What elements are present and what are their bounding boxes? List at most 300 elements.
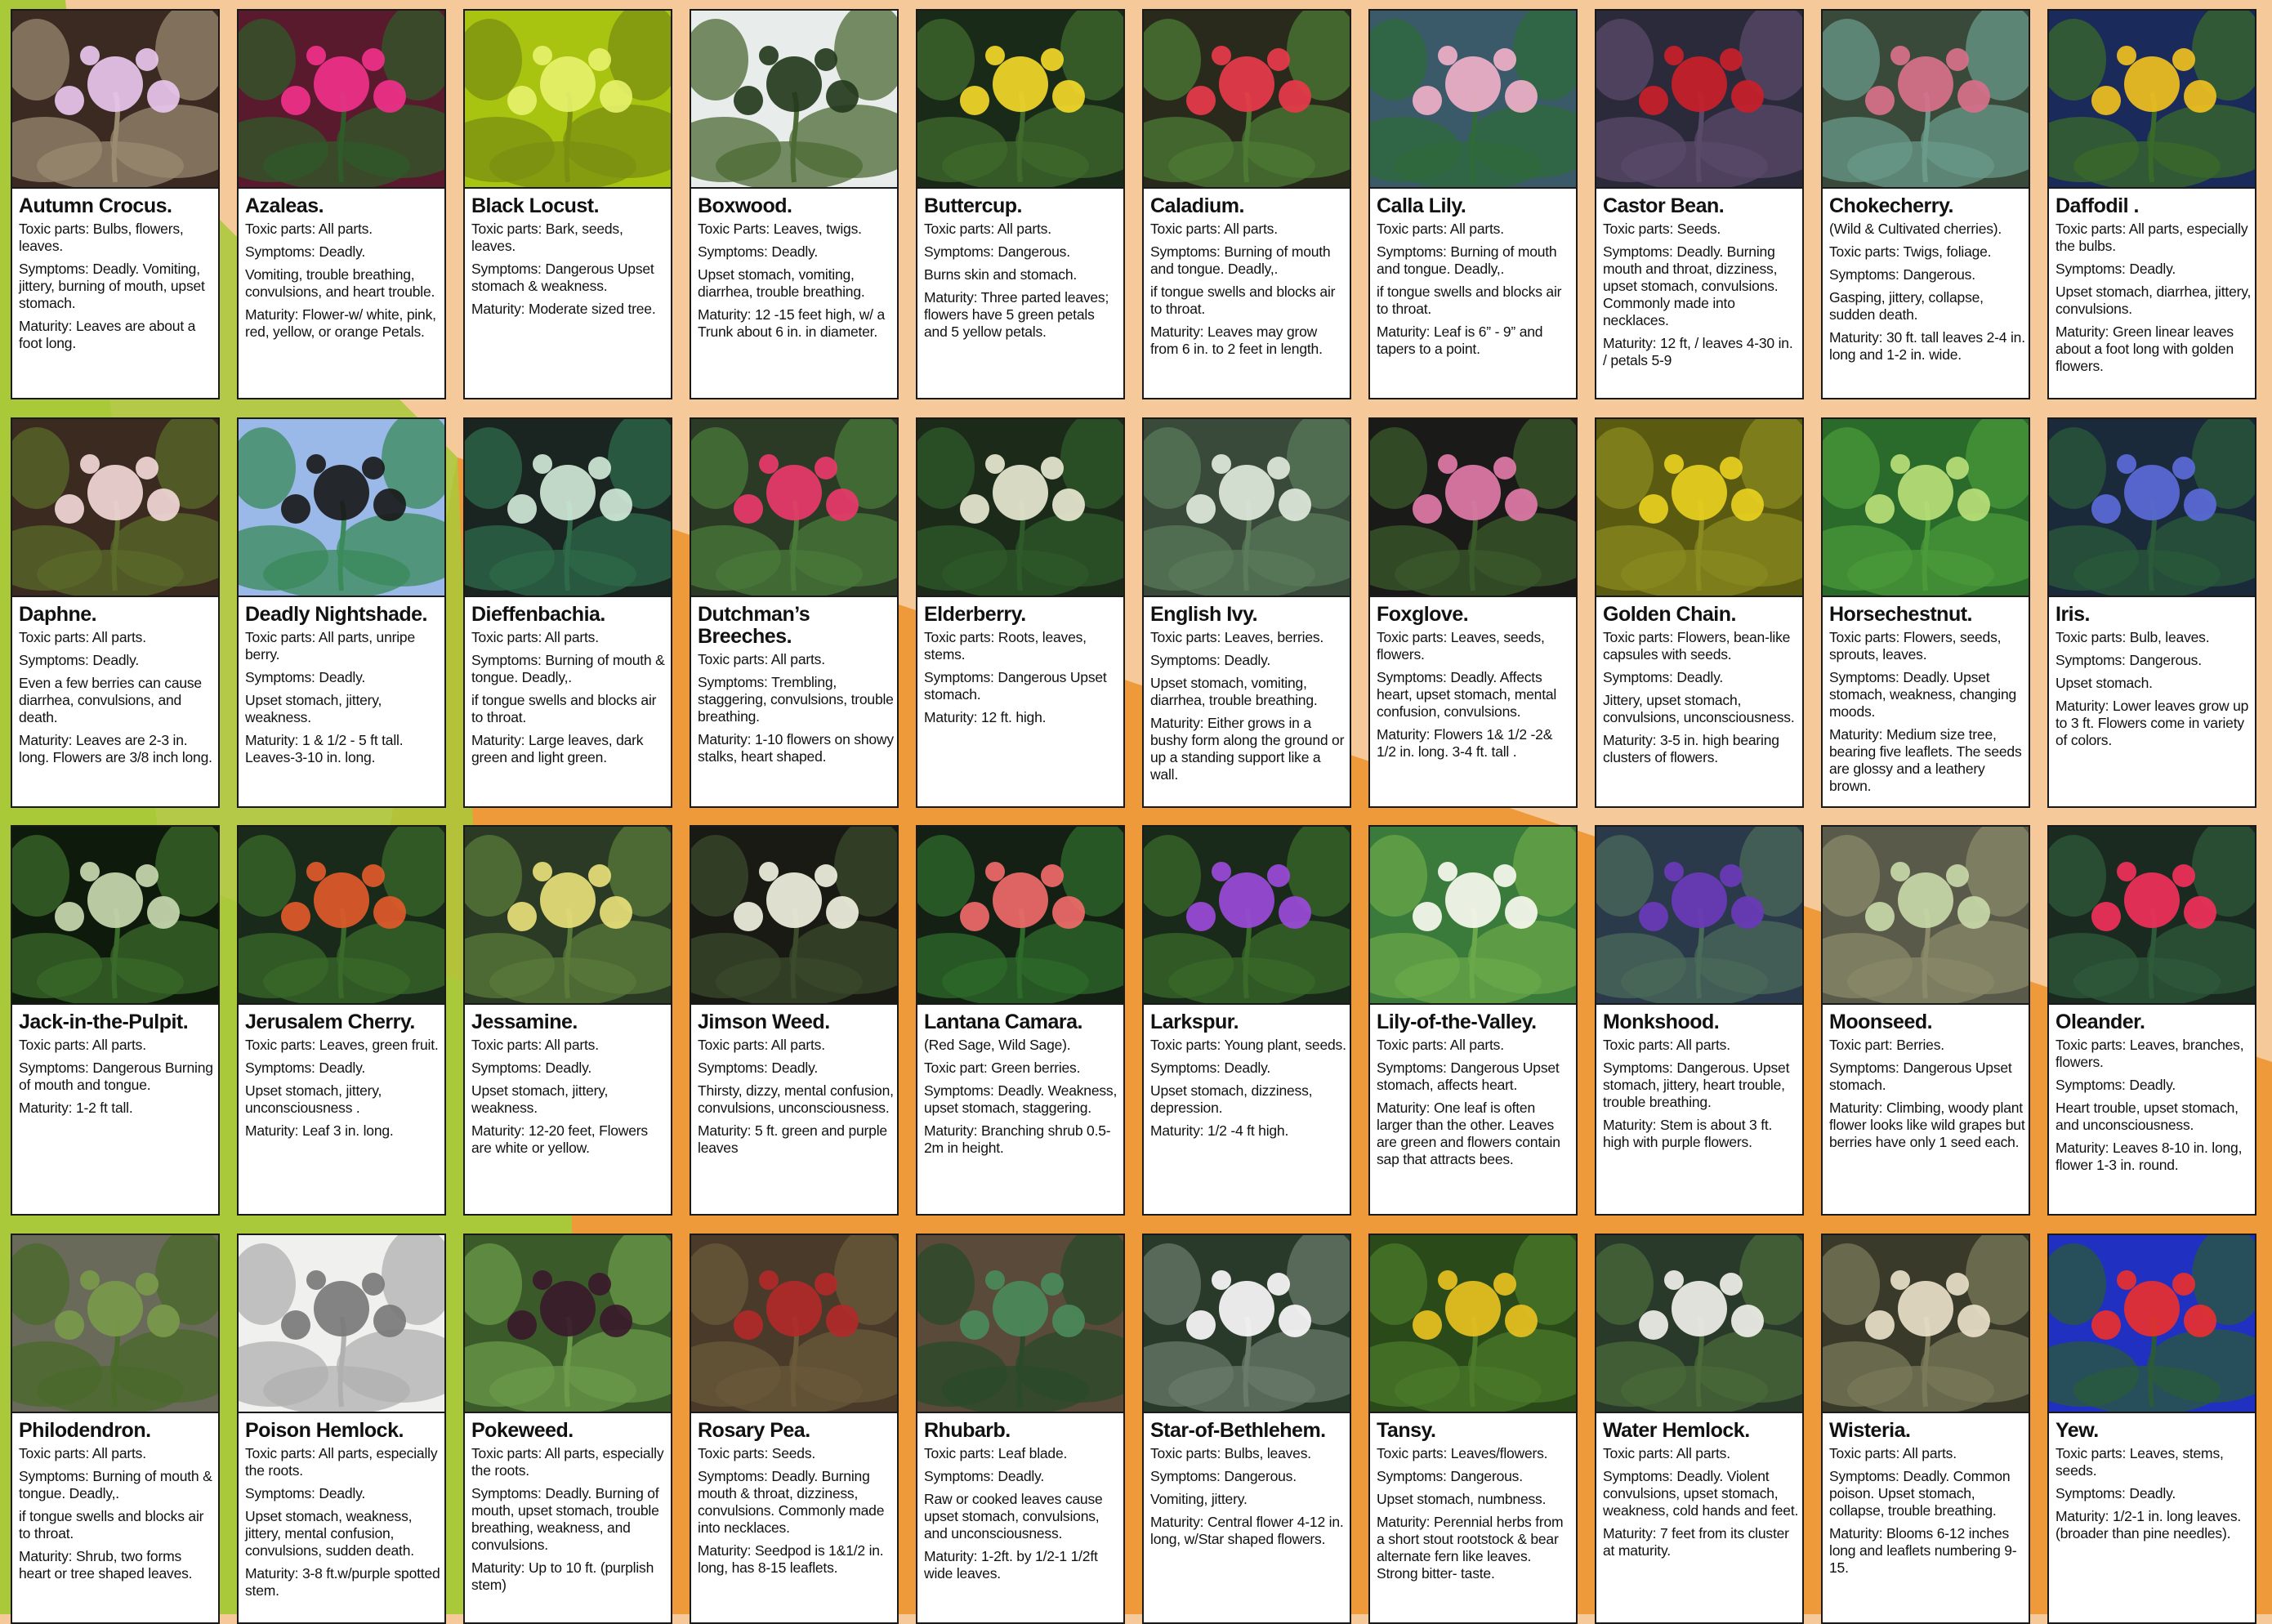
plant-detail-line: Maturity: 1-2ft. by 1/2-1 1/2ft wide leaves.: [924, 1547, 1098, 1582]
plant-detail-line: Symptoms: Deadly. Common poison. Upset stomach, collapse, trouble breathing.: [1829, 1467, 2011, 1519]
plant-card: [1595, 417, 1804, 808]
plant-detail-line: Upset stomach, jittery, weakness.: [245, 691, 382, 725]
plant-info: [245, 195, 441, 346]
jimson-weed-flower-icon: [691, 827, 897, 1003]
crocus-flower-icon: [12, 11, 218, 187]
plant-detail-line: Toxic Parts: Leaves, twigs.: [698, 221, 862, 237]
plant-detail-line: if tongue swells and blocks air to throat.: [19, 1507, 204, 1541]
plant-detail-line: Upset stomach, jittery, unconsciousness .: [245, 1082, 382, 1116]
plant-photo: [1596, 1235, 1802, 1413]
plant-card: [1821, 825, 2030, 1216]
plant-info: [471, 1011, 667, 1162]
plant-name: Horsechestnut.: [1829, 602, 1972, 626]
plant-name: Dutchman’s Breeches.: [698, 602, 810, 648]
plant-info: [1829, 195, 2025, 369]
plant-info: [19, 1420, 215, 1588]
plant-name: Jack-in-the-Pulpit.: [19, 1011, 189, 1033]
plant-name: Yew.: [2056, 1418, 2099, 1442]
plant-detail-line: Symptoms: Deadly.: [245, 668, 366, 685]
plant-info: [698, 604, 894, 771]
oleander-flower-icon: [2049, 827, 2255, 1003]
boxwood-leaf-icon: [691, 11, 897, 187]
plant-card: [1368, 1234, 1578, 1624]
plant-card: [1142, 417, 1351, 808]
plant-detail-line: Maturity: 1/2-1 in. long leaves. (broader than pine needles).: [2056, 1507, 2242, 1541]
plant-detail-line: Toxic parts: Leaves, branches, flowers.: [2056, 1037, 2244, 1070]
plant-name: Elderberry.: [924, 602, 1026, 626]
plant-detail-line: Toxic parts: Leaves, green fruit.: [245, 1037, 439, 1053]
plant-detail-line: Maturity: 1-10 flowers on showy stalks, heart shaped.: [698, 730, 894, 765]
plant-detail-line: Toxic parts: Leaves/flowers.: [1377, 1444, 1548, 1461]
plant-detail-line: Toxic parts: All parts, unripe berry.: [245, 628, 415, 663]
plant-photo: [1596, 827, 1802, 1005]
plant-detail-line: Toxic parts: All parts.: [1829, 1444, 1957, 1461]
plant-detail-line: Toxic parts: Leaves, stems, seeds.: [2056, 1444, 2224, 1479]
plant-detail-line: Maturity: Leaves are 2-3 in. long. Flowers are 3/8 inch long.: [19, 731, 212, 765]
plant-photo: [1144, 419, 1350, 597]
plant-name: Monkshood.: [1603, 1011, 1720, 1033]
plant-info: [245, 604, 441, 772]
rhubarb-leaf-icon: [917, 1235, 1123, 1412]
plant-info: [924, 1011, 1120, 1162]
plant-card: [1142, 9, 1351, 399]
plant-card: [916, 9, 1125, 399]
plant-name: Lantana Camara.: [924, 1011, 1082, 1033]
plant-detail-line: Symptoms: Deadly.: [2056, 1077, 2176, 1093]
plant-card: [916, 417, 1125, 808]
plant-detail-line: Vomiting, jittery.: [1150, 1490, 1248, 1507]
plant-info: [19, 195, 215, 358]
plant-detail-line: Upset stomach, diarrhea, jittery, convulsions.: [2056, 283, 2252, 317]
plant-photo: [2049, 1235, 2255, 1413]
plant-photo: [1596, 419, 1802, 597]
plant-detail-line: Maturity: One leaf is often larger than the other. Leaves are green and flowers contain sap that attracts bees.: [1377, 1100, 1560, 1167]
daffodil-flower-icon: [2049, 11, 2255, 187]
plant-detail-line: Symptoms: Deadly. Upset stomach, weakness, changing moods.: [1829, 668, 2017, 720]
plant-info: [1603, 1420, 1799, 1565]
plant-info: [1603, 604, 1799, 772]
plant-detail-line: Maturity: 30 ft. tall leaves 2-4 in. long and 1-2 in. wide.: [1829, 329, 2025, 363]
plant-name: Black Locust.: [471, 194, 600, 217]
plant-detail-line: Maturity: Branching shrub 0.5-2m in height.: [924, 1122, 1111, 1156]
plant-name: Foxglove.: [1377, 602, 1469, 626]
plant-detail-line: Gasping, jittery, collapse, sudden death.: [1829, 289, 1984, 323]
plant-card: [1142, 1234, 1351, 1624]
plant-card: [463, 825, 672, 1216]
plant-detail-line: Symptoms: Deadly.: [1150, 1060, 1271, 1076]
plant-detail-line: Toxic parts: All parts.: [19, 1444, 146, 1461]
plant-detail-line: Maturity: Climbing, woody plant flower looks like wild grapes but berries have only 1 seed each.: [1829, 1100, 2025, 1150]
plant-detail-line: Toxic parts: Seeds.: [698, 1444, 816, 1461]
plant-detail-line: Toxic parts: All parts.: [1603, 1037, 1730, 1053]
plant-name: Philodendron.: [19, 1418, 151, 1442]
plant-photo: [12, 827, 218, 1005]
plant-card: [1821, 9, 2030, 399]
water-hemlock-flower-icon: [1596, 1235, 1802, 1412]
plant-card: [1821, 1234, 2030, 1624]
plant-detail-line: Thirsty, dizzy, mental confusion, convulsions, unconsciousness.: [698, 1082, 894, 1116]
golden-chain-flower-icon: [1596, 419, 1802, 596]
plant-photo: [465, 11, 671, 189]
azalea-flower-icon: [239, 11, 444, 187]
plant-detail-line: Maturity: Central flower 4-12 in. long, w/Star shaped flowers.: [1150, 1513, 1344, 1547]
plant-detail-line: Maturity: 5 ft. green and purple leaves: [698, 1122, 887, 1156]
plant-card: [463, 417, 672, 808]
plant-photo: [1823, 11, 2029, 189]
wisteria-flower-icon: [1823, 1235, 2029, 1412]
plant-photo: [1144, 11, 1350, 189]
plant-detail-line: Symptoms: Deadly.: [698, 243, 819, 260]
plant-detail-line: Toxic parts: All parts.: [924, 221, 1051, 237]
plant-info: [1377, 1420, 1573, 1588]
plant-detail-line: Maturity: Leaf 3 in. long.: [245, 1122, 394, 1139]
plant-detail-line: Upset stomach, vomiting, diarrhea, trouble breathing.: [1150, 674, 1318, 708]
bleeding-heart-flower-icon: [691, 419, 897, 596]
plant-detail-line: Toxic parts: All parts.: [471, 628, 599, 645]
plant-photo: [239, 1235, 444, 1413]
plant-name: Oleander.: [2056, 1011, 2145, 1033]
plant-card: [11, 9, 220, 399]
plant-detail-line: Vomiting, trouble breathing, convulsions, and heart trouble.: [245, 266, 435, 300]
plant-info: [245, 1420, 441, 1605]
plant-detail-line: Symptoms: Burning of mouth & tongue. Deadly,.: [19, 1467, 212, 1501]
yew-berry-icon: [2049, 1235, 2255, 1412]
dieffenbachia-leaf-icon: [465, 419, 671, 596]
plant-detail-line: Maturity: Up to 10 ft. (purplish stem): [471, 1559, 654, 1593]
plant-photo: [465, 1235, 671, 1413]
plant-card: [11, 1234, 220, 1624]
plant-detail-line: Toxic parts: All parts.: [698, 650, 825, 667]
plant-name: Dieffenbachia.: [471, 602, 605, 626]
plant-card: [11, 825, 220, 1216]
iris-flower-icon: [2049, 419, 2255, 596]
plant-detail-line: Maturity: Blooms 6-12 inches long and leaflets numbering 9-15.: [1829, 1524, 2017, 1576]
plant-detail-line: Maturity: Lower leaves grow up to 3 ft. Flowers come in variety of colors.: [2056, 697, 2249, 748]
plant-info: [19, 604, 215, 772]
plant-detail-line: Even a few berries can cause diarrhea, convulsions, and death.: [19, 674, 202, 725]
plant-name: Caladium.: [1150, 194, 1244, 217]
plant-detail-line: Maturity: Green linear leaves about a foot long with golden flowers.: [2056, 323, 2234, 374]
plant-detail-line: Maturity: Stem is about 3 ft. high with purple flowers.: [1603, 1117, 1773, 1150]
rosary-pea-icon: [691, 1235, 897, 1412]
larkspur-flower-icon: [1144, 827, 1350, 1003]
plant-detail-line: Maturity: Leaves are about a foot long.: [19, 318, 196, 351]
plant-detail-line: Symptoms: Dangerous Burning of mouth and tongue.: [19, 1060, 213, 1093]
plant-photo: [1823, 827, 2029, 1005]
plant-photo: [1823, 1235, 2029, 1413]
plant-card: [2047, 1234, 2256, 1624]
plant-photo: [917, 1235, 1123, 1413]
plant-card: [1595, 825, 1804, 1216]
plant-photo: [465, 827, 671, 1005]
plant-detail-line: Toxic parts: All parts, especially the bulbs.: [2056, 221, 2248, 254]
plant-info: [924, 1420, 1120, 1588]
plant-detail-line: Symptoms: Deadly. Burning mouth & throat, dizziness, convulsions. Commonly made into necklaces.: [698, 1467, 885, 1536]
plant-photo: [239, 827, 444, 1005]
plant-detail-line: Symptoms: Dangerous.: [1377, 1467, 1523, 1484]
plant-detail-line: Symptoms: Burning of mouth and tongue. Deadly,.: [1150, 243, 1331, 277]
plant-photo: [917, 11, 1123, 189]
plant-name: Iris.: [2056, 602, 2090, 626]
jessamine-flower-icon: [465, 827, 671, 1003]
plant-name: Deadly Nightshade.: [245, 602, 427, 626]
plant-detail-line: Symptoms: Dangerous.: [1829, 266, 1975, 283]
plant-detail-line: Maturity: Leaf is 6” - 9” and tapers to a point.: [1377, 323, 1543, 357]
plant-detail-line: Burns skin and stomach.: [924, 266, 1078, 283]
plant-detail-line: Symptoms: Deadly. Weakness, upset stomach, staggering.: [924, 1082, 1118, 1116]
plant-name: Autumn Crocus.: [19, 194, 172, 217]
plant-detail-line: Maturity: 3-8 ft.w/purple spotted stem.: [245, 1564, 440, 1599]
plant-name: Pokeweed.: [471, 1418, 574, 1442]
plant-detail-line: Symptoms: Deadly.: [1150, 651, 1271, 668]
plant-detail-line: Symptoms: Dangerous.: [2056, 651, 2202, 668]
plant-card: [1142, 825, 1351, 1216]
plant-card: [690, 417, 899, 808]
plant-detail-line: Symptoms: Deadly. Affects heart, upset stomach, mental confusion, convulsions.: [1377, 668, 1557, 720]
plant-name: Daffodil .: [2056, 194, 2139, 217]
plant-detail-line: Symptoms: Deadly.: [924, 1467, 1045, 1484]
plant-detail-line: Toxic parts: Bulb, leaves.: [2056, 628, 2210, 645]
plant-card: [916, 1234, 1125, 1624]
plant-card: [237, 825, 446, 1216]
plant-info: [1150, 1011, 1346, 1145]
plant-detail-line: Symptoms: Dangerous Upset stomach, affects heart.: [1377, 1060, 1560, 1093]
plant-detail-line: Upset stomach, dizziness, depression.: [1150, 1082, 1313, 1116]
plant-photo: [1144, 827, 1350, 1005]
foxglove-flower-icon: [1370, 419, 1576, 596]
plant-detail-line: Symptoms: Deadly.: [471, 1060, 592, 1076]
plant-card: [1368, 417, 1578, 808]
plant-photo: [691, 1235, 897, 1413]
plant-card: [1368, 825, 1578, 1216]
nightshade-berry-icon: [239, 419, 444, 596]
plant-detail-line: Maturity: Moderate sized tree.: [471, 301, 656, 317]
plant-name: Lily-of-the-Valley.: [1377, 1011, 1537, 1033]
lily-of-the-valley-icon: [1370, 827, 1576, 1003]
plant-card: [1368, 9, 1578, 399]
plant-name: Calla Lily.: [1377, 194, 1466, 217]
plant-detail-line: if tongue swells and blocks air to throat.: [471, 691, 657, 725]
plant-detail-line: Toxic part: Green berries.: [924, 1060, 1081, 1076]
pokeweed-berry-icon: [465, 1235, 671, 1412]
elderberry-flower-icon: [917, 419, 1123, 596]
plant-info: [471, 1420, 667, 1599]
plant-detail-line: Symptoms: Deadly. Burning mouth and throat, dizziness, upset stomach, convulsions. Commonly made into necklaces.: [1603, 243, 1779, 328]
plant-detail-line: Maturity: Flower-w/ white, pink, red, yellow, or orange Petals.: [245, 306, 436, 340]
plant-name: Golden Chain.: [1603, 602, 1736, 626]
plant-detail-line: Symptoms: Dangerous Upset stomach & weakness.: [471, 261, 654, 294]
plant-photo: [465, 419, 671, 597]
monkshood-flower-icon: [1596, 827, 1802, 1003]
plant-detail-line: Heart trouble, upset stomach, and unconsciousness.: [2056, 1100, 2239, 1133]
plant-photo: [1596, 11, 1802, 189]
plant-detail-line: Maturity: Leaves may grow from 6 in. to 2 feet in length.: [1150, 323, 1323, 357]
plant-photo: [2049, 827, 2255, 1005]
plant-name: Tansy.: [1377, 1418, 1436, 1442]
plant-detail-line: Upset stomach, jittery, weakness.: [471, 1082, 609, 1116]
plant-card: [237, 9, 446, 399]
plant-detail-line: Toxic parts: Twigs, foliage.: [1829, 243, 1992, 260]
tansy-flower-icon: [1370, 1235, 1576, 1412]
plant-photo: [2049, 11, 2255, 189]
plant-photo: [1370, 1235, 1576, 1413]
plant-detail-line: Maturity: Three parted leaves; flowers have 5 green petals and 5 yellow petals.: [924, 289, 1109, 340]
plant-detail-line: Toxic parts: Leaves, seeds, flowers.: [1377, 628, 1545, 663]
plant-photo: [917, 419, 1123, 597]
plant-name: Chokecherry.: [1829, 194, 1953, 217]
plant-card: [237, 417, 446, 808]
plant-detail-line: Symptoms: Dangerous Upset stomach.: [924, 668, 1107, 703]
plant-detail-line: Upset stomach, numbness.: [1377, 1490, 1547, 1507]
plant-detail-line: Upset stomach, vomiting, diarrhea, trouble breathing.: [698, 266, 865, 300]
chokecherry-leaf-icon: [1823, 11, 2029, 187]
plant-detail-line: Toxic parts: Bulbs, flowers, leaves.: [19, 221, 184, 254]
plant-detail-line: Maturity: Shrub, two forms heart or tree shaped leaves.: [19, 1547, 193, 1582]
plant-detail-line: Toxic parts: All parts.: [1377, 1037, 1504, 1053]
plant-detail-line: if tongue swells and blocks air to throat.: [1377, 283, 1562, 317]
plant-detail-line: (Wild & Cultivated cherries).: [1829, 221, 2002, 237]
buttercup-flower-icon: [917, 11, 1123, 187]
plant-detail-line: Maturity: 1/2 -4 ft high.: [1150, 1122, 1289, 1139]
plant-card: [1821, 417, 2030, 808]
plant-detail-line: Symptoms: Deadly.: [19, 651, 140, 668]
plant-name: Castor Bean.: [1603, 194, 1725, 217]
plant-detail-line: Symptoms: Deadly.: [2056, 1484, 2176, 1501]
plant-info: [1150, 1420, 1346, 1554]
plant-detail-line: Symptoms: Deadly. Violent convulsions, upset stomach, weakness, cold hands and feet.: [1603, 1467, 1799, 1519]
plant-info: [1377, 604, 1573, 766]
plant-detail-line: Symptoms: Dangerous Upset stomach.: [1829, 1060, 2012, 1093]
plant-card: [2047, 417, 2256, 808]
plant-detail-line: Toxic parts: Bark, seeds, leaves.: [471, 221, 623, 254]
plant-detail-line: Toxic parts: All parts.: [1377, 221, 1504, 237]
plant-detail-line: Toxic parts: Leaves, berries.: [1150, 628, 1324, 645]
plant-photo: [1370, 11, 1576, 189]
plant-detail-line: Raw or cooked leaves cause upset stomach, convulsions, and unconsciousness.: [924, 1490, 1103, 1541]
plant-card: [690, 9, 899, 399]
plant-photo: [239, 419, 444, 597]
plant-detail-line: Upset stomach, weakness, jittery, mental confusion, convulsions, sudden death.: [245, 1507, 414, 1559]
plant-detail-line: Toxic parts: All parts.: [19, 628, 146, 645]
plant-photo: [12, 419, 218, 597]
plant-detail-line: Toxic parts: All parts.: [1603, 1444, 1730, 1461]
jerusalem-cherry-icon: [239, 827, 444, 1003]
philodendron-leaf-icon: [12, 1235, 218, 1412]
plant-info: [1377, 195, 1573, 364]
plant-detail-line: Symptoms: Dangerous. Upset stomach, jittery, heart trouble, trouble breathing.: [1603, 1060, 1790, 1110]
plant-detail-line: Toxic parts: Young plant, seeds.: [1150, 1037, 1346, 1053]
plant-detail-line: Toxic parts: All parts.: [1150, 221, 1278, 237]
plant-detail-line: Maturity: 3-5 in. high bearing clusters of flowers.: [1603, 731, 1779, 765]
plant-card: [463, 9, 672, 399]
plant-name: Azaleas.: [245, 194, 324, 217]
plant-detail-line: Toxic parts: All parts, especially the roots.: [471, 1444, 664, 1479]
plant-info: [924, 604, 1120, 732]
plant-name: Jessamine.: [471, 1011, 578, 1033]
plant-detail-line: Toxic part: Berries.: [1829, 1037, 1944, 1053]
plant-photo: [1823, 419, 2029, 597]
plant-info: [924, 195, 1120, 346]
plant-info: [1603, 1011, 1799, 1157]
plant-info: [1150, 195, 1346, 364]
plant-detail-line: Toxic parts: Flowers, bean-like capsules with seeds.: [1603, 628, 1791, 663]
plant-photo: [917, 827, 1123, 1005]
plant-photo: [12, 1235, 218, 1413]
plant-name: Rosary Pea.: [698, 1418, 810, 1442]
plant-name: Moonseed.: [1829, 1011, 1933, 1033]
plant-name: Boxwood.: [698, 194, 792, 217]
plant-info: [1603, 195, 1799, 375]
plant-photo: [12, 11, 218, 189]
plant-card: [916, 825, 1125, 1216]
plant-name: Water Hemlock.: [1603, 1418, 1750, 1442]
plant-detail-line: Symptoms: Deadly.: [2056, 261, 2176, 277]
plant-info: [1829, 1420, 2025, 1582]
plant-card: [2047, 9, 2256, 399]
plant-detail-line: Toxic parts: All parts.: [19, 1037, 146, 1053]
plant-photo: [1144, 1235, 1350, 1413]
plant-detail-line: Symptoms: Dangerous.: [924, 243, 1070, 260]
plant-detail-line: Maturity: Either grows in a bushy form along the ground or up a standing support like a wall.: [1150, 714, 1345, 783]
caladium-leaf-icon: [1144, 11, 1350, 187]
plant-detail-line: Symptoms: Deadly. Burning of mouth, upset stomach, trouble breathing, weakness, and convulsions.: [471, 1484, 659, 1553]
plant-detail-line: Toxic parts: All parts.: [245, 221, 373, 237]
plant-detail-line: Symptoms: Deadly.: [1603, 668, 1724, 685]
lantana-flower-icon: [917, 827, 1123, 1003]
plant-photo: [1370, 827, 1576, 1005]
plant-info: [2056, 604, 2252, 755]
plant-card: [237, 1234, 446, 1624]
moonseed-leaf-icon: [1823, 827, 2029, 1003]
plant-detail-line: Toxic parts: Leaf blade.: [924, 1444, 1068, 1461]
plant-detail-line: Toxic parts: All parts.: [698, 1037, 825, 1053]
plant-detail-line: Maturity: 1-2 ft tall.: [19, 1100, 133, 1116]
plant-info: [1150, 604, 1346, 789]
plant-photo: [691, 419, 897, 597]
plant-card: [11, 417, 220, 808]
plant-photo: [691, 827, 897, 1005]
plant-detail-line: Maturity: Medium size tree, bearing five leaflets. The seeds are glossy and a leathery brown.: [1829, 725, 2022, 794]
plant-detail-line: Symptoms: Trembling, staggering, convulsions, trouble breathing.: [698, 673, 894, 725]
plant-info: [1829, 604, 2025, 801]
plant-photo: [2049, 419, 2255, 597]
plant-detail-line: Symptoms: Burning of mouth and tongue. Deadly,.: [1377, 243, 1557, 277]
jack-in-the-pulpit-icon: [12, 827, 218, 1003]
plant-info: [1829, 1011, 2025, 1157]
horsechestnut-seed-icon: [1823, 419, 2029, 596]
plant-name: Rhubarb.: [924, 1418, 1011, 1442]
plant-info: [698, 1011, 894, 1162]
plant-card: [690, 825, 899, 1216]
plant-name: Wisteria.: [1829, 1418, 1911, 1442]
plant-name: Poison Hemlock.: [245, 1418, 404, 1442]
plant-detail-line: Toxic parts: Bulbs, leaves.: [1150, 1444, 1311, 1461]
plant-info: [698, 1420, 894, 1582]
plant-detail-line: Symptoms: Dangerous.: [1150, 1467, 1297, 1484]
plant-detail-line: Symptoms: Deadly.: [698, 1060, 819, 1076]
ivy-leaf-icon: [1144, 419, 1350, 596]
plant-info: [19, 1011, 215, 1122]
plant-info: [245, 1011, 441, 1145]
plant-detail-line: Symptoms: Burning of mouth & tongue. Deadly,.: [471, 651, 665, 685]
plant-info: [2056, 195, 2252, 381]
hemlock-sketch-icon: [239, 1235, 444, 1412]
plant-detail-line: Toxic parts: Flowers, seeds, sprouts, leaves.: [1829, 628, 2002, 663]
star-of-bethlehem-flower-icon: [1144, 1235, 1350, 1412]
plant-detail-line: Maturity: 12 ft. high.: [924, 708, 1047, 725]
plant-detail-line: Toxic parts: All parts, especially the roots.: [245, 1444, 438, 1479]
plant-detail-line: Maturity: 1 & 1/2 - 5 ft tall. Leaves-3-10 in. long.: [245, 731, 404, 765]
